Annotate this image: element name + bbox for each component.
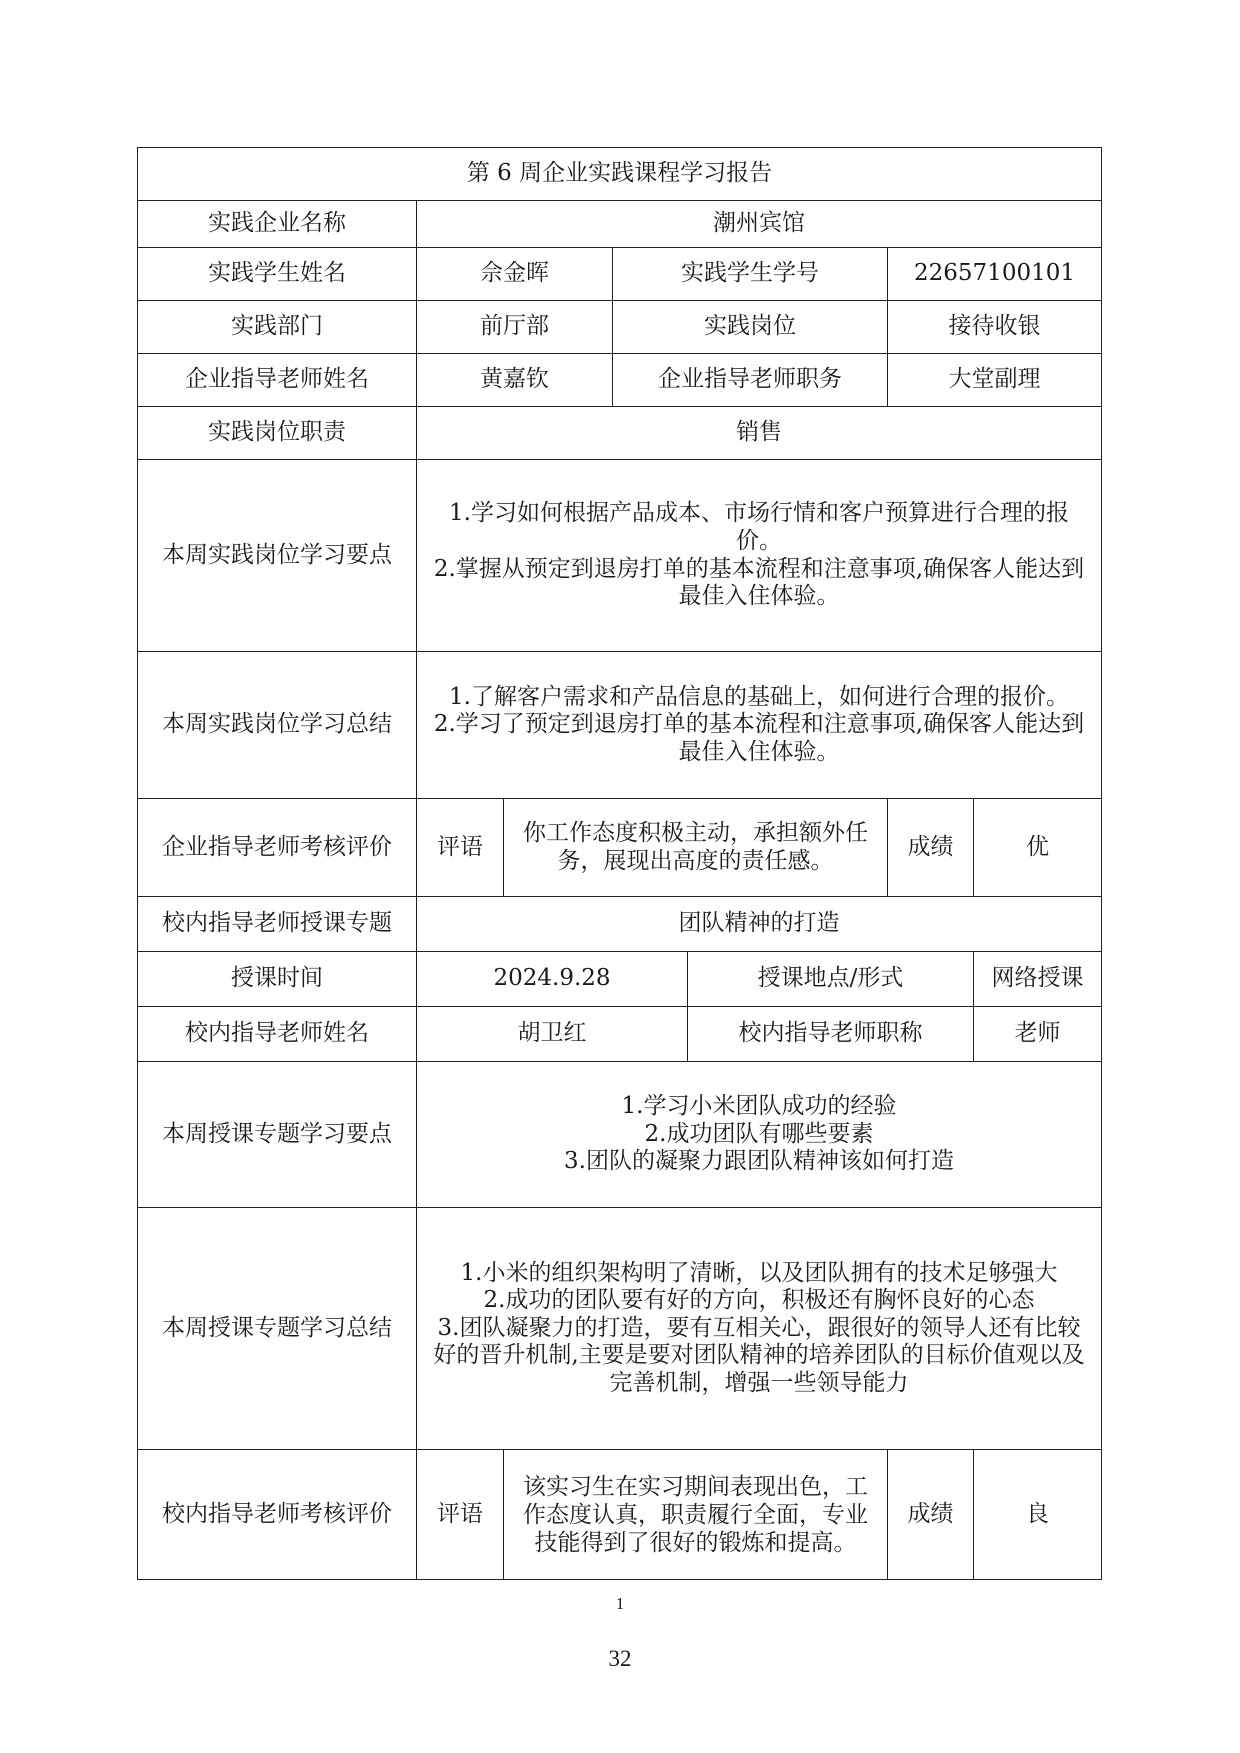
list-item: 2.成功团队有哪些要素 bbox=[644, 1120, 874, 1147]
student-id: 22657100101 bbox=[888, 248, 1102, 301]
enterprise-tutor-title: 大堂副理 bbox=[888, 354, 1102, 407]
school-comment: 该实习生在实习期间表现出色，工作态度认真，职责履行全面，专业技能得到了很好的锻炼和提高。 bbox=[504, 1450, 888, 1580]
enterprise-grade: 优 bbox=[974, 799, 1102, 897]
post-label: 实践岗位 bbox=[613, 301, 888, 354]
school-topic-value: 团队精神的打造 bbox=[417, 897, 1102, 952]
list-item: 1.学习小米团队成功的经验 bbox=[621, 1093, 897, 1120]
school-tutor-title-label: 校内指导老师职称 bbox=[688, 1007, 974, 1062]
enterprise-comment-label: 评语 bbox=[417, 799, 504, 897]
enterprise-eval-label: 企业指导老师考核评价 bbox=[138, 799, 417, 897]
post-summary-content bbox=[417, 652, 1102, 799]
school-comment-label: 评语 bbox=[417, 1450, 504, 1580]
post-summary-label: 本周实践岗位学习总结 bbox=[138, 652, 417, 799]
inner-page-number: 1 bbox=[615, 1594, 625, 1613]
report-title: 第 6 周企业实践课程学习报告 bbox=[138, 148, 1102, 201]
school-tutor-label: 校内指导老师姓名 bbox=[138, 1007, 417, 1062]
list-item: 3.团队的凝聚力跟团队精神该如何打造 bbox=[564, 1148, 954, 1175]
list-item: 3.团队凝聚力的打造，要有互相关心，跟很好的领导人还有比较好的晋升机制,主要是要对团队精神的培养团队的目标价值观以及完善机制，增强一些领导能力 bbox=[433, 1314, 1085, 1396]
school-grade-label: 成绩 bbox=[888, 1450, 974, 1580]
list-item: 1.学习如何根据产品成本、市场行情和客户预算进行合理的报价。 bbox=[449, 500, 1069, 554]
lecture-place-label: 授课地点/形式 bbox=[688, 952, 974, 1007]
student-name: 佘金晖 bbox=[417, 248, 613, 301]
school-topic-label: 校内指导老师授课专题 bbox=[138, 897, 417, 952]
topic-points-label: 本周授课专题学习要点 bbox=[138, 1062, 417, 1208]
enterprise-tutor-title-label: 企业指导老师职务 bbox=[613, 354, 888, 407]
report-table bbox=[137, 147, 1102, 1580]
school-grade: 良 bbox=[974, 1450, 1102, 1580]
student-name-label: 实践学生姓名 bbox=[138, 248, 417, 301]
school-tutor-title: 老师 bbox=[974, 1007, 1102, 1062]
list-item: 1.了解客户需求和产品信息的基础上，如何进行合理的报价。 bbox=[449, 683, 1069, 710]
company-value: 潮州宾馆 bbox=[417, 201, 1102, 248]
lecture-time-label: 授课时间 bbox=[138, 952, 417, 1007]
outer-page-number: 32 bbox=[608, 1646, 632, 1671]
list-item: 2.学习了预定到退房打单的基本流程和注意事项,确保客人能达到最佳入住体验。 bbox=[433, 711, 1085, 765]
duty-value: 销售 bbox=[417, 407, 1102, 460]
duty-label: 实践岗位职责 bbox=[138, 407, 417, 460]
department-label: 实践部门 bbox=[138, 301, 417, 354]
post-value: 接待收银 bbox=[888, 301, 1102, 354]
topic-points-content bbox=[417, 1062, 1102, 1208]
enterprise-tutor-label: 企业指导老师姓名 bbox=[138, 354, 417, 407]
list-item: 2.成功的团队要有好的方向，积极还有胸怀良好的心态 bbox=[483, 1287, 1035, 1314]
post-points-content bbox=[417, 460, 1102, 652]
list-item: 2.掌握从预定到退房打单的基本流程和注意事项,确保客人能达到最佳入住体验。 bbox=[433, 555, 1085, 610]
list-item: 1.小米的组织架构明了清晰，以及团队拥有的技术足够强大 bbox=[460, 1259, 1058, 1286]
lecture-time: 2024.9.28 bbox=[417, 952, 688, 1007]
school-tutor-name: 胡卫红 bbox=[417, 1007, 688, 1062]
enterprise-grade-label: 成绩 bbox=[888, 799, 974, 897]
department-value: 前厅部 bbox=[417, 301, 613, 354]
post-points-label: 本周实践岗位学习要点 bbox=[138, 460, 417, 652]
topic-summary-label: 本周授课专题学习总结 bbox=[138, 1208, 417, 1450]
company-label: 实践企业名称 bbox=[138, 201, 417, 248]
school-eval-label: 校内指导老师考核评价 bbox=[138, 1450, 417, 1580]
topic-summary-content bbox=[417, 1208, 1102, 1450]
enterprise-tutor-name: 黄嘉钦 bbox=[417, 354, 613, 407]
lecture-place: 网络授课 bbox=[974, 952, 1102, 1007]
student-id-label: 实践学生学号 bbox=[613, 248, 888, 301]
enterprise-comment: 你工作态度积极主动，承担额外任务，展现出高度的责任感。 bbox=[504, 799, 888, 897]
